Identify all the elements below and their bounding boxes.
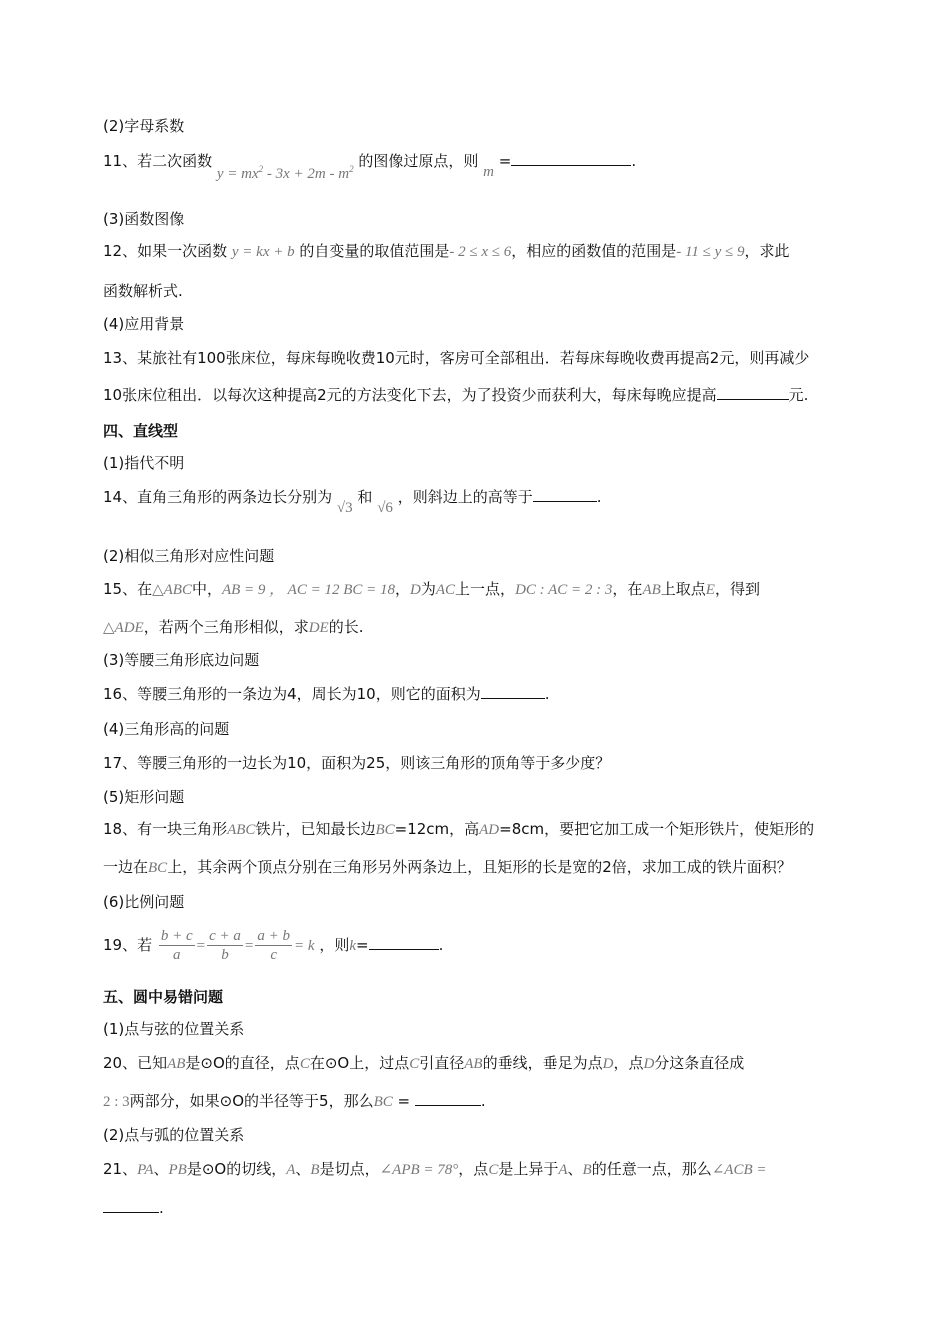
text: 15、在 — [103, 580, 153, 598]
text: 两部分，如果⊙O的半径等于5，那么 — [129, 1092, 374, 1110]
section-heading: (6)比例问题 — [103, 893, 185, 911]
question-12 — [103, 240, 790, 261]
formula: C — [488, 1162, 499, 1178]
text: 20、已知 — [103, 1054, 168, 1072]
answer-blank — [415, 1091, 481, 1106]
text: =12cm，高 — [394, 820, 480, 838]
answer-blank — [103, 1198, 159, 1213]
formula: ABC — [227, 822, 256, 838]
formula: = — [196, 938, 206, 954]
formula: AB = 9 ， AC = 12 BC = 18 — [221, 582, 395, 598]
text: 19、若 — [103, 936, 153, 954]
question-14 — [103, 486, 602, 516]
section-heading: (4)应用背景 — [103, 315, 185, 333]
text: 是⊙O的切线， — [186, 1160, 287, 1178]
formula: √3 — [336, 500, 353, 516]
formula: AB — [642, 582, 661, 598]
text: 的垂线，垂足为点 — [482, 1054, 603, 1072]
answer-blank — [717, 385, 789, 400]
formula: △ABC — [152, 582, 192, 598]
text: 、 — [567, 1160, 583, 1178]
question-15-cont — [103, 616, 364, 637]
formula: √6 — [377, 500, 393, 516]
text: . — [480, 1092, 486, 1110]
formula: D — [410, 582, 421, 598]
section-heading: 五、圆中易错问题 — [103, 988, 224, 1006]
text: 16、等腰三角形的一条边为4，周长为10，则它的面积为 — [103, 685, 481, 703]
formula: = — [244, 938, 254, 954]
text: 是切点， — [319, 1160, 380, 1178]
question-17: 17、等腰三角形的一边长为10，面积为25，则该三角形的顶角等于多少度？ — [103, 754, 611, 772]
question-13-cont — [103, 384, 808, 405]
numerator: a + b — [257, 928, 290, 944]
text: 12、如果一次函数 — [103, 242, 228, 260]
text: ，求此 — [744, 242, 790, 260]
formula: BC — [373, 1094, 393, 1110]
formula: C — [299, 1056, 310, 1072]
formula: $y = mx^2 - 3x + 2m - m^2$ — [216, 164, 354, 182]
formula: AC — [435, 582, 456, 598]
denominator: a — [173, 947, 181, 963]
text: 是上异于 — [498, 1160, 559, 1178]
answer-blank — [511, 151, 631, 166]
text: 上取点 — [660, 580, 706, 598]
question-12-cont: 函数解析式. — [103, 282, 183, 300]
question-20-cont — [103, 1090, 486, 1111]
section-heading: (3)等腰三角形底边问题 — [103, 651, 260, 669]
text: 14、直角三角形的两条边长分别为 — [103, 488, 333, 506]
text: 上一点， — [455, 580, 516, 598]
text: . — [544, 685, 550, 703]
text: 的自变量的取值范围是 — [299, 242, 450, 260]
section-heading: (2)字母系数 — [103, 117, 185, 135]
formula: PB — [168, 1162, 187, 1178]
text: 的长. — [328, 618, 364, 636]
text: ，则斜边上的高等于 — [397, 488, 533, 506]
text: . — [438, 936, 444, 954]
question-18 — [103, 818, 814, 839]
answer-blank — [533, 487, 597, 502]
text: ，点 — [613, 1054, 644, 1072]
formula: = k — [294, 938, 315, 954]
formula: BC — [148, 860, 168, 876]
formula: PA — [137, 1162, 154, 1178]
text: 21、 — [103, 1160, 138, 1178]
text: 上，其余两个顶点分别在三角形另外两条边上，且矩形的长是宽的2倍，求加工成的铁片面积？ — [167, 858, 792, 876]
text: 元. — [788, 386, 809, 404]
formula: - 11 ≤ y ≤ 9 — [676, 244, 745, 260]
text: 11、若二次函数 — [103, 152, 213, 170]
question-21 — [103, 1158, 767, 1179]
text: ，在 — [612, 580, 643, 598]
text: 18、有一块三角形 — [103, 820, 228, 838]
text: 的图像过原点，则 — [358, 152, 479, 170]
numerator: b + c — [160, 928, 193, 944]
text: ，得到 — [714, 580, 760, 598]
question-11 — [103, 150, 637, 182]
formula: DE — [308, 620, 329, 636]
text: . — [159, 1199, 164, 1217]
formula: △ADE — [103, 620, 144, 636]
formula: ∠ACB = — [711, 1162, 767, 1178]
section-heading: (2)相似三角形对应性问题 — [103, 547, 275, 565]
question-21-cont — [103, 1198, 164, 1217]
formula: AD — [479, 822, 500, 838]
formula: E — [705, 582, 715, 598]
text: 和 — [357, 488, 373, 506]
answer-blank — [369, 935, 439, 950]
formula: D — [643, 1056, 655, 1072]
formula: C — [409, 1056, 420, 1072]
section-heading: (2)点与弧的位置关系 — [103, 1126, 245, 1144]
question-15 — [103, 578, 760, 599]
section-heading: (1)点与弦的位置关系 — [103, 1020, 245, 1038]
text: 的任意一点，那么 — [591, 1160, 712, 1178]
text: ，若两个三角形相似，求 — [143, 618, 309, 636]
formula: y = kx + b — [231, 244, 295, 260]
variable: k — [349, 938, 356, 954]
text: ，则 — [319, 936, 350, 954]
text: 引直径 — [419, 1054, 465, 1072]
text: = — [392, 1092, 415, 1110]
text: . — [631, 152, 637, 170]
text: 一边在 — [103, 858, 149, 876]
question-20 — [103, 1052, 744, 1073]
text: = — [498, 152, 512, 170]
text: 是⊙O的直径，点 — [185, 1054, 300, 1072]
formula: B — [582, 1162, 592, 1178]
text: 、 — [153, 1160, 169, 1178]
denominator: b — [221, 947, 229, 963]
question-13: 13、某旅社有100张床位，每床每晚收费10元时，客房可全部租出．若每床每晚收费再提高2元，则再减少 — [103, 349, 810, 367]
formula: BC — [375, 822, 395, 838]
numerator: c + a — [209, 928, 241, 944]
text: 为 — [420, 580, 436, 598]
formula: A — [286, 1162, 296, 1178]
denominator: c — [270, 947, 278, 963]
text: . — [596, 488, 602, 506]
fraction — [255, 927, 292, 964]
formula: AB — [464, 1056, 483, 1072]
section-heading: (5)矩形问题 — [103, 788, 185, 806]
variable: m — [483, 164, 495, 180]
formula: D — [602, 1056, 614, 1072]
question-16 — [103, 683, 550, 704]
text: =8cm，要把它加工成一个矩形铁片，使矩形的 — [499, 820, 815, 838]
formula: 2 : 3 — [103, 1094, 130, 1110]
fraction — [207, 927, 243, 964]
text: ，点 — [458, 1160, 489, 1178]
section-heading: 四、直线型 — [103, 422, 179, 440]
formula: AB — [167, 1056, 186, 1072]
section-heading: (3)函数图像 — [103, 210, 185, 228]
text: 、 — [295, 1160, 311, 1178]
text: ，相应的函数值的范围是 — [511, 242, 677, 260]
text: 铁片，已知最长边 — [255, 820, 376, 838]
section-heading: (4)三角形高的问题 — [103, 720, 230, 738]
fraction — [159, 927, 195, 964]
question-19 — [103, 927, 443, 964]
section-heading: (1)指代不明 — [103, 454, 185, 472]
formula: ∠APB = 78° — [379, 1162, 459, 1178]
answer-blank — [481, 684, 545, 699]
formula: DC : AC = 2 : 3 — [515, 582, 613, 598]
text: 10张床位租出．以每次这种提高2元的方法变化下去，为了投资少而获利大，每床每晚应提高 — [103, 386, 717, 404]
formula: B — [310, 1162, 320, 1178]
formula: - 2 ≤ x ≤ 6 — [449, 244, 512, 260]
text: ， — [395, 580, 411, 598]
text: 分这条直径成 — [654, 1054, 745, 1072]
text: 在⊙O上，过点 — [309, 1054, 410, 1072]
question-18-cont — [103, 856, 792, 877]
text: 中， — [191, 580, 222, 598]
formula: A — [558, 1162, 568, 1178]
text: = — [356, 936, 369, 954]
